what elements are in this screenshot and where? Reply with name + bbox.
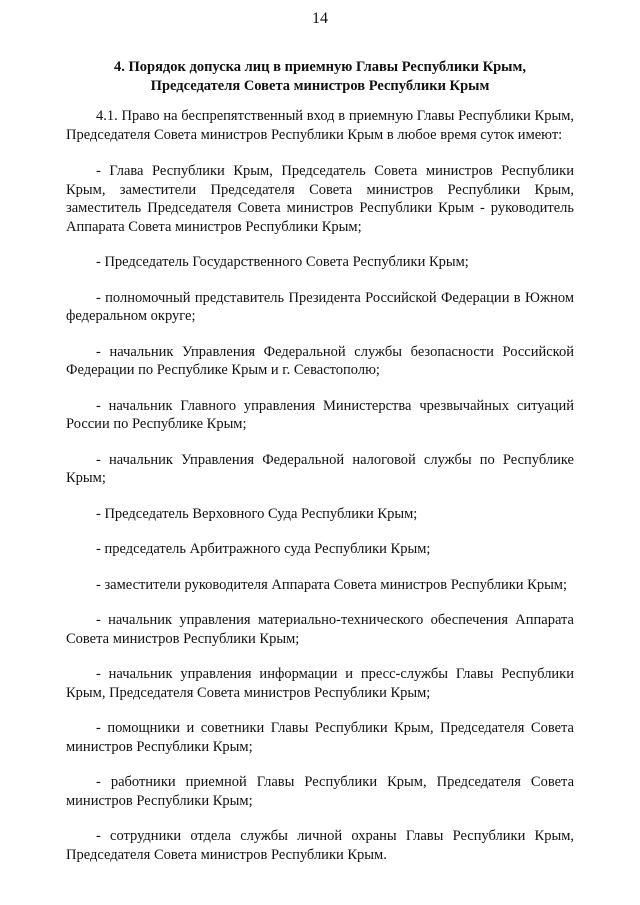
list-item: - начальник Управления Федеральной службы безопасности Российской Федерации по Республике Крым и г. Севастополю; [66,343,574,378]
list-item: - председатель Арбитражного суда Республики Крым; [96,541,431,557]
list-item: - Глава Республики Крым, Председатель Совета министров Республики Крым, заместители Председателя Совета министров Республики Крым, заместитель Председателя Совета министров Республики Крым - руководитель Аппарата Совета министров Республики Крым; [66,163,574,235]
list-item: - сотрудники отдела службы личной охраны Главы Республики Крым, Председателя Совета министров Республики Крым. [66,828,574,863]
list-item: - работники приемной Главы Республики Крым, Председателя Совета министров Республики Крым; [66,774,574,809]
section-heading [66,58,574,96]
section-heading-line-1: 4. Порядок допуска лиц в приемную Главы Республики Крым, [113,59,526,75]
list-item: - начальник Управления Федеральной налоговой службы по Республике Крым; [66,451,574,486]
list-item: - начальник Главного управления Министерства чрезвычайных ситуаций России по Республике Крым; [66,397,574,432]
list-item: - начальник управления информации и пресс-службы Главы Республики Крым, Председателя Совета министров Республики Крым; [66,666,574,701]
document-body [66,107,574,881]
section-heading-line-2: Председателя Совета министров Республики Крым [150,78,490,94]
list-item: - начальник управления материально-технического обеспечения Аппарата Совета министров Республики Крым; [66,612,574,647]
list-item: - Председатель Государственного Совета Республики Крым; [96,254,469,270]
list-item: - полномочный представитель Президента Российской Федерации в Южном федеральном округе; [66,289,574,324]
list-item: - помощники и советники Главы Республики Крым, Председателя Совета министров Республики Крым; [66,720,574,755]
list-item: - Председатель Верховного Суда Республики Крым; [96,505,418,522]
page-number: 14 [312,10,328,27]
list-item: - заместители руководителя Аппарата Совета министров Республики Крым; [96,576,568,593]
intro-paragraph: 4.1. Право на беспрепятственный вход в приемную Главы Республики Крым, Председателя Совета министров Республики Крым в любое время суток имеют: [66,108,574,143]
